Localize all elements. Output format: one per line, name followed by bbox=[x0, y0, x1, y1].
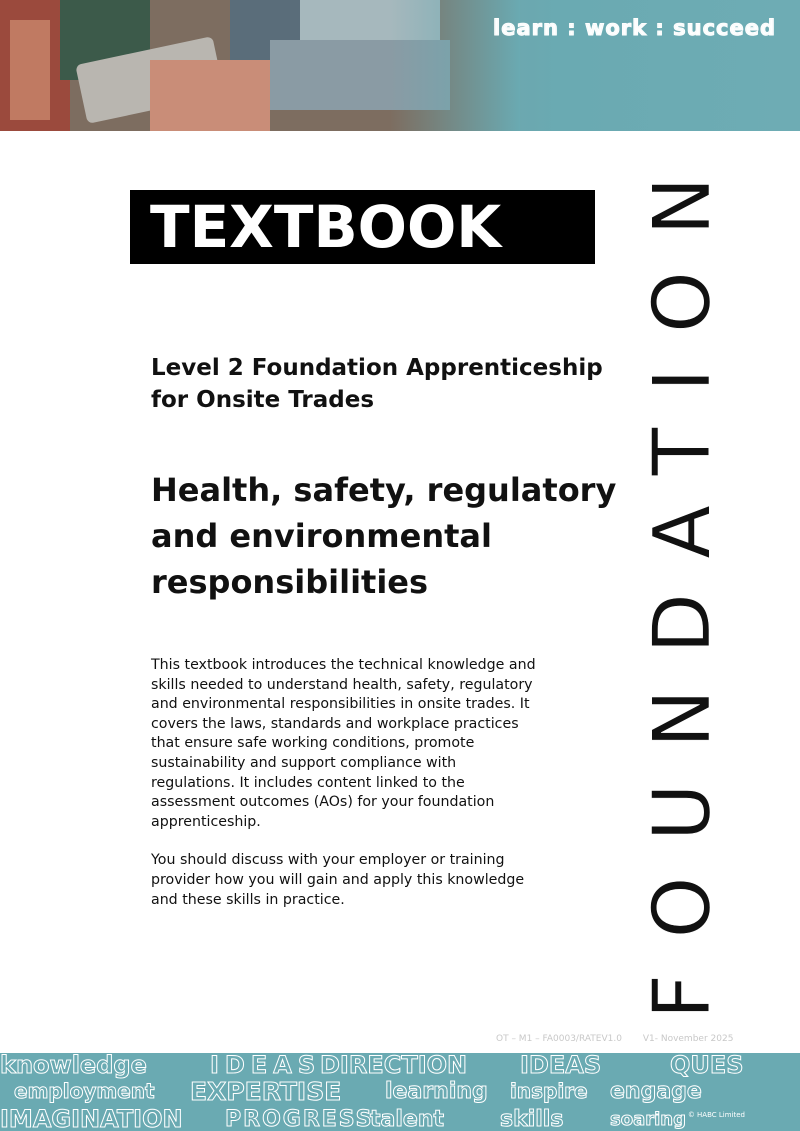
document-version: V1- November 2025 bbox=[642, 1034, 734, 1044]
footer-word: IDEAS bbox=[210, 1053, 322, 1079]
footer-word: employment bbox=[14, 1079, 155, 1103]
page-title bbox=[151, 467, 621, 605]
footer-word: talent bbox=[370, 1107, 445, 1131]
footer-banner bbox=[0, 1053, 800, 1131]
footer-word: IDEAS bbox=[520, 1053, 602, 1079]
textbook-label: TEXTBOOK bbox=[150, 193, 502, 261]
intro-paragraph-2: You should discuss with your employer or training provider how you will gain and apply this knowledge and these skills in practice. bbox=[151, 852, 525, 908]
students-with-laptops-photo bbox=[0, 0, 520, 131]
course-subtitle bbox=[151, 352, 611, 416]
footer-word: inspire bbox=[510, 1079, 588, 1103]
subtitle-line-2: for Onsite Trades bbox=[151, 387, 375, 413]
title-line-3: responsibilities bbox=[151, 563, 429, 601]
footer-word: skills bbox=[500, 1107, 564, 1131]
copyright: © HABC Limited bbox=[687, 1111, 745, 1119]
document-code: OT – M1 – FA0003/RATEV1.0 bbox=[496, 1034, 622, 1044]
footer-word: knowledge bbox=[0, 1053, 147, 1079]
document-reference bbox=[496, 1034, 751, 1044]
header-banner bbox=[0, 0, 800, 131]
foundation-vertical-text: FOUNDATION bbox=[638, 140, 728, 1020]
footer-word: EXPERTISE bbox=[190, 1077, 342, 1106]
title-line-1: Health, safety, regulatory bbox=[151, 471, 617, 509]
footer-word: QUES bbox=[670, 1053, 744, 1079]
tagline: learn : work : succeed bbox=[493, 16, 776, 40]
footer-word: learning bbox=[385, 1079, 488, 1104]
footer-word: IMAGINATION bbox=[0, 1105, 183, 1131]
footer-word: PROGRESS bbox=[225, 1107, 374, 1131]
subtitle-line-1: Level 2 Foundation Apprenticeship bbox=[151, 355, 603, 381]
footer-word: engage bbox=[610, 1079, 702, 1104]
intro-paragraph-1: This textbook introduces the technical knowledge and skills needed to understand health, safety, regulatory and environmental responsibilities in onsite trades. It covers the laws, standards and workplace practices that ensure safe working conditions, promote sustainability and support compliance with regulations. It includes content linked to the assessment outcomes (AOs) for your foundation apprenticeship. bbox=[151, 657, 536, 830]
title-line-2: and environmental bbox=[151, 517, 492, 555]
footer-word: soaring bbox=[610, 1109, 686, 1130]
footer-word: DIRECTION bbox=[320, 1053, 468, 1079]
intro-text bbox=[151, 656, 541, 929]
textbook-label-box bbox=[130, 190, 595, 264]
